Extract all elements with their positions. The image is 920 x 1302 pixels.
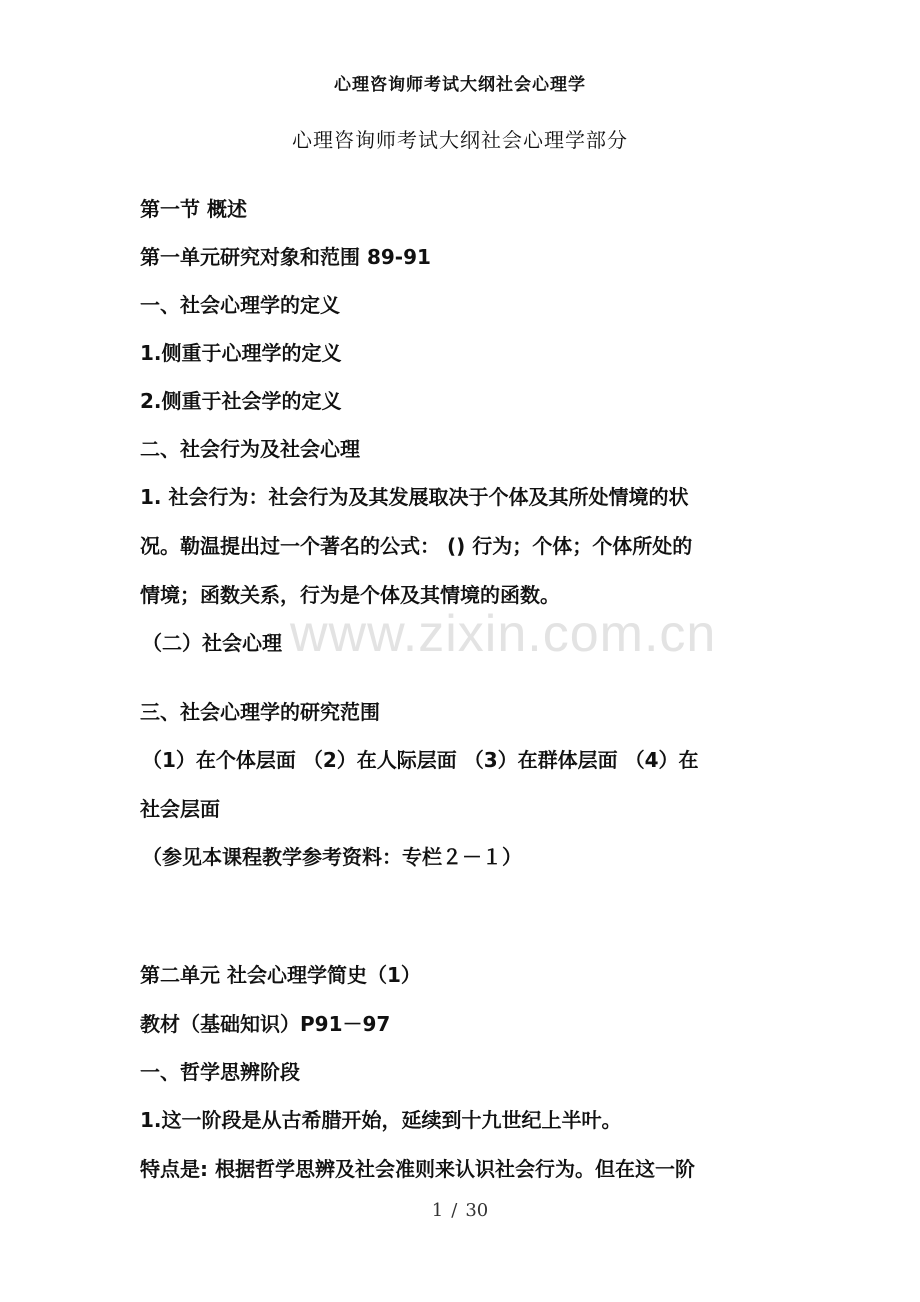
watermark: www.zixin.com.cn [290, 605, 717, 663]
textbook-reference: 教材（基础知识）P91－97 [140, 1012, 391, 1036]
section-heading: 第一节 概述 [140, 197, 247, 221]
current-page: 1 [431, 1200, 444, 1221]
paragraph-line: 特点是: 根据哲学思辨及社会准则来认识社会行为。但在这一阶 [140, 1157, 695, 1181]
running-header: 心理咨询师考试大纲社会心理学 [334, 75, 586, 95]
total-pages: 30 [465, 1200, 489, 1221]
paragraph-line: 况。勒温提出过一个著名的公式： () 行为；个体；个体所处的 [140, 534, 693, 558]
page-number [0, 1200, 920, 1221]
paragraph-line: 社会层面 [140, 797, 220, 821]
paragraph-line: 1. 社会行为：社会行为及其发展取决于个体及其所处情境的状 [140, 485, 689, 509]
subheading: 三、社会心理学的研究范围 [140, 700, 380, 724]
paragraph-line: 1.这一阶段是从古希腊开始，延续到十九世纪上半叶。 [140, 1108, 622, 1132]
paragraph-line: （1）在个体层面 （2）在人际层面 （3）在群体层面 （4）在 [142, 748, 699, 772]
subheading: （二）社会心理 [142, 631, 282, 655]
subheading: 一、社会心理学的定义 [140, 293, 340, 317]
subheading: 一、哲学思辨阶段 [140, 1060, 300, 1084]
unit-heading: 第一单元研究对象和范围 89-91 [140, 245, 431, 269]
list-item: 2.侧重于社会学的定义 [140, 389, 342, 413]
unit-heading: 第二单元 社会心理学简史（1） [140, 963, 421, 987]
reference-note: （参见本课程教学参考资料：专栏２－１） [142, 845, 522, 869]
document-title: 心理咨询师考试大纲社会心理学部分 [292, 128, 628, 152]
list-item: 1.侧重于心理学的定义 [140, 341, 342, 365]
subheading: 二、社会行为及社会心理 [140, 437, 360, 461]
page-separator: / [451, 1200, 458, 1221]
paragraph-line: 情境；函数关系，行为是个体及其情境的函数。 [140, 583, 560, 607]
